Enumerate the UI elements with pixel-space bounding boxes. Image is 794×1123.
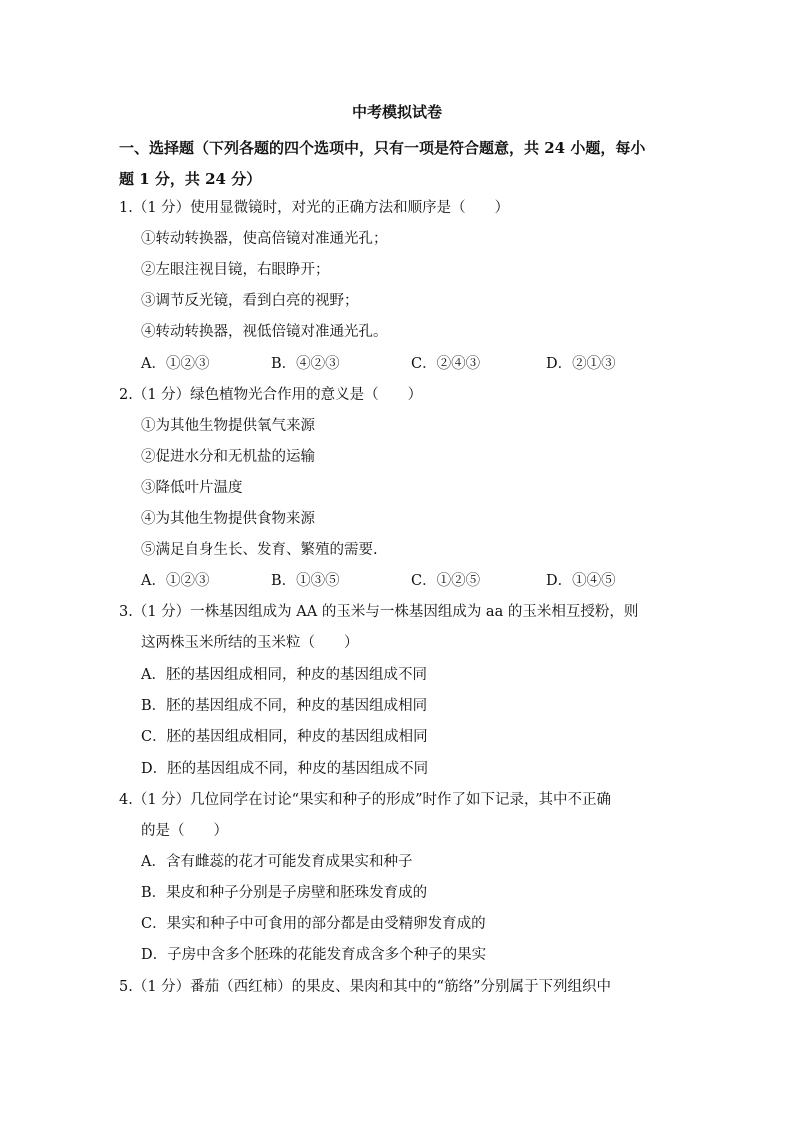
question-3-stem-line-1: 3.（1 分）一株基因组成为 AA 的玉米与一株基因组成为 aa 的玉米相互授粉，则: [119, 604, 639, 620]
question-3-option-c[interactable]: C．胚的基因组成相同，种皮的基因组成相同: [141, 729, 428, 745]
question-2-item-1: ①为其他生物提供氧气来源: [141, 418, 315, 434]
question-3-option-b[interactable]: B．胚的基因组成不同，种皮的基因组成相同: [141, 698, 428, 714]
question-3-stem-line-2: 这两株玉米所结的玉米粒（ ）: [141, 635, 359, 651]
question-2-option-d[interactable]: D．①④⑤: [546, 573, 616, 589]
question-1-item-4: ④转动转换器，视低倍镜对准通光孔。: [141, 324, 388, 340]
question-4-option-c[interactable]: C．果实和种子中可食用的部分都是由受精卵发育成的: [141, 916, 486, 932]
question-1-option-d[interactable]: D．②①③: [546, 356, 616, 372]
question-4-option-a[interactable]: A．含有雌蕊的花才可能发育成果实和种子: [141, 854, 413, 870]
question-3-option-d[interactable]: D．胚的基因组成不同，种皮的基因组成不同: [141, 761, 429, 777]
section-heading-line-1: 一、选择题（下列各题的四个选项中，只有一项是符合题意，共 24 小题，每小: [119, 139, 646, 157]
question-5-stem: 5.（1 分）番茄（西红柿）的果皮、果肉和其中的“筋络”分别属于下列组织中: [119, 979, 611, 995]
question-1-option-b[interactable]: B．④②③: [271, 356, 340, 372]
page-title: 中考模拟试卷: [351, 103, 442, 121]
question-2-item-3: ③降低叶片温度: [141, 480, 243, 496]
question-2-item-2: ②促进水分和无机盐的运输: [141, 449, 315, 465]
question-2-stem: 2.（1 分）绿色植物光合作用的意义是（ ）: [119, 387, 423, 403]
question-1-option-c[interactable]: C．②④③: [411, 356, 481, 372]
question-1-stem: 1.（1 分）使用显微镜时，对光的正确方法和顺序是（ ）: [119, 200, 510, 216]
section-heading: [119, 133, 679, 195]
question-2-item-4: ④为其他生物提供食物来源: [141, 511, 315, 527]
question-1-option-a[interactable]: A．①②③: [141, 356, 210, 372]
question-1-item-2: ②左眼注视目镜，右眼睁开；: [141, 262, 330, 278]
question-1-item-3: ③调节反光镜，看到白亮的视野；: [141, 293, 359, 309]
question-2-option-a[interactable]: A．①②③: [141, 573, 210, 589]
question-4-option-d[interactable]: D．子房中含多个胚珠的花能发育成含多个种子的果实: [141, 947, 487, 963]
question-4-option-b[interactable]: B．果皮和种子分别是子房壁和胚珠发育成的: [141, 885, 428, 901]
section-heading-line-2: 题 1 分，共 24 分）: [119, 170, 262, 188]
question-2-item-5: ⑤满足自身生长、发育、繁殖的需要.: [141, 542, 378, 558]
question-1-item-1: ①转动转换器，使高倍镜对准通光孔；: [141, 231, 388, 247]
question-3-option-a[interactable]: A．胚的基因组成相同，种皮的基因组成不同: [141, 667, 427, 683]
question-4-stem-line-1: 4.（1 分）几位同学在讨论“果实和种子的形成”时作了如下记录，其中不正确: [119, 792, 611, 808]
question-2-option-b[interactable]: B．①③⑤: [271, 573, 340, 589]
question-2-option-c[interactable]: C．①②⑤: [411, 573, 481, 589]
question-4-stem-line-2: 的是（ ）: [141, 823, 228, 839]
